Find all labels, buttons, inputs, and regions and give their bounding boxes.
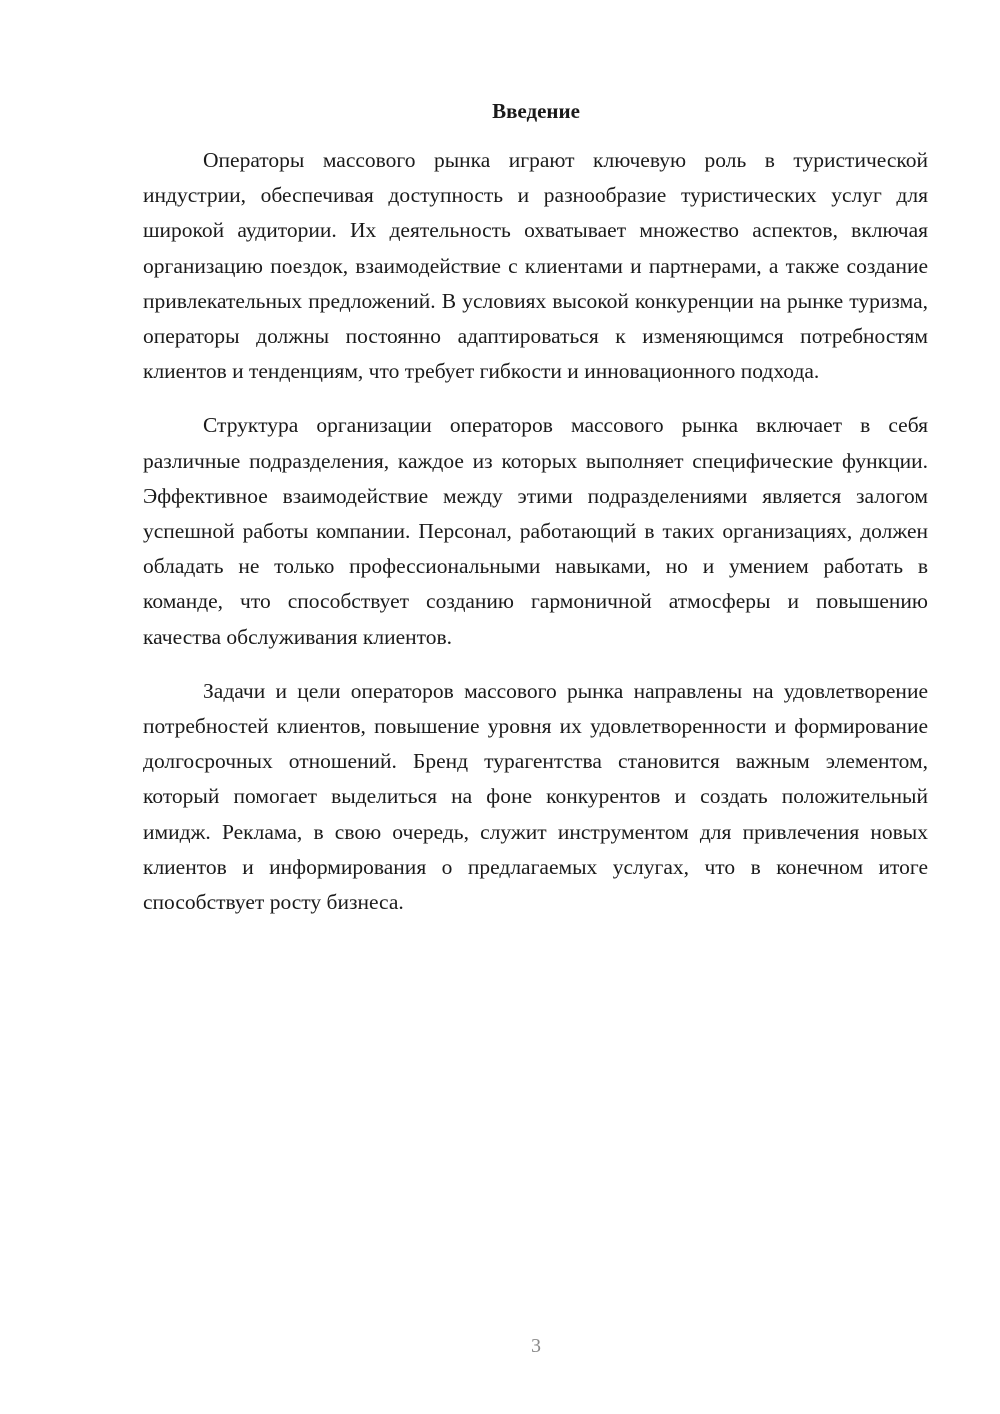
paragraph-1: Операторы массового рынка играют ключевую роль в туристической индустрии, обеспечивая доступность и разнообразие туристических услуг для широкой аудитории. Их деятельность охватывает множество аспектов, включая организацию поездок, взаимодействие с клиентами и партнерами, а также создание привлекательных предложений. В условиях высокой конкуренции на рынке туризма, операторы должны постоянно адаптироваться к изменяющимся потребностям клиентов и тенденциям, что требует гибкости и инновационного подхода. xyxy=(143,148,928,384)
page-title: Введение xyxy=(492,99,580,123)
paragraph-3: Задачи и цели операторов массового рынка направлены на удовлетворение потребностей клиентов, повышение уровня их удовлетворенности и формирование долгосрочных отношений. Бренд турагентства становится важным элементом, который помогает выделиться на фоне конкурентов и создать положительный имидж. Реклама, в свою очередь, служит инструментом для привлечения новых клиентов и информирования о предлагаемых услугах, что в конечном итоге способствует росту бизнеса. xyxy=(143,678,928,915)
page-number: 3 xyxy=(531,1335,541,1357)
paragraph-2: Структура организации операторов массового рынка включает в себя различные подразделения, каждое из которых выполняет специфические функции. Эффективное взаимодействие между этими подразделениями является залогом успешной работы компании. Персонал, работающий в таких организациях, должен обладать не только профессиональными навыками, но и умением работать в команде, что способствует созданию гармоничной атмосферы и повышению качества обслуживания клиентов. xyxy=(143,413,928,649)
document-body xyxy=(143,143,928,939)
